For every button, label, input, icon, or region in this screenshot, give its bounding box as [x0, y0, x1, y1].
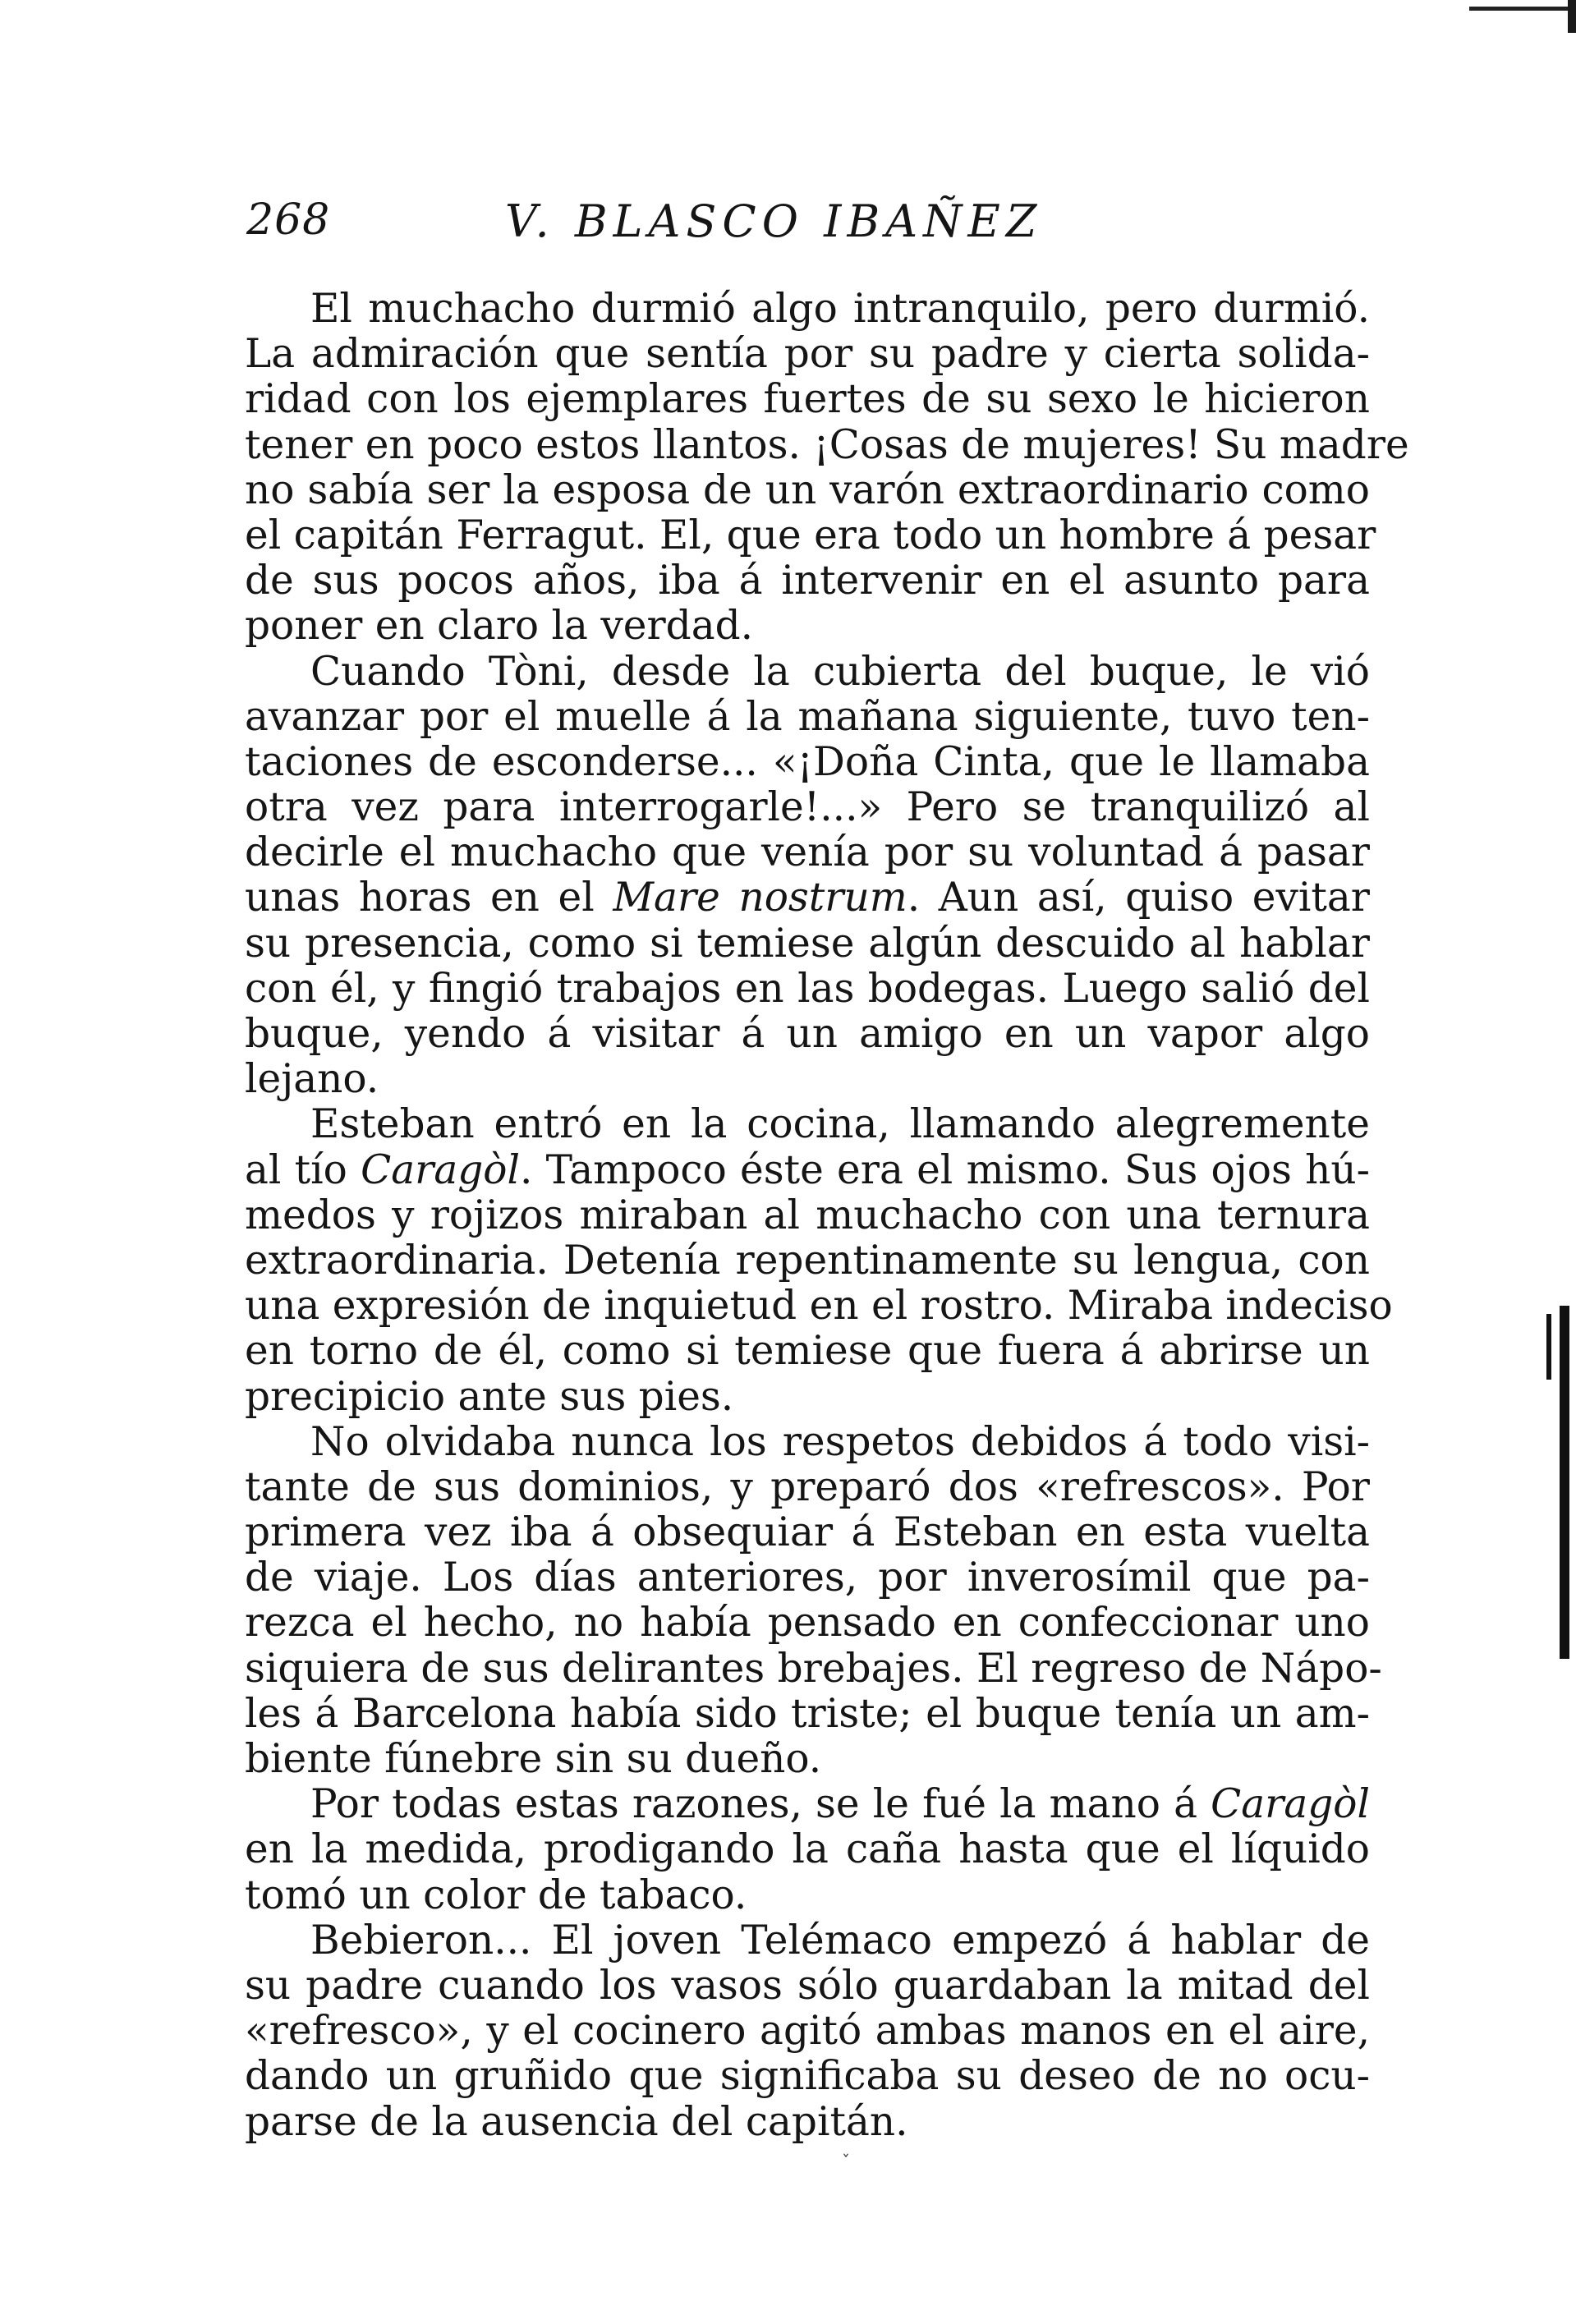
text-segment: taciones de esconderse... «¡Doña Cinta, que le llamaba	[245, 738, 1370, 785]
text-segment: La admiración que sentía por su padre y cierta solida-	[245, 331, 1370, 378]
text-segment: al tío	[245, 1146, 361, 1193]
text-segment: precipicio ante sus pies.	[245, 1373, 734, 1420]
text-segment: una expresión de inquietud en el rostro. Miraba indeciso	[245, 1283, 1393, 1330]
text-line	[245, 1102, 1370, 1147]
text-line	[245, 558, 1370, 604]
text-segment: Cuando Tòni, desde la cubierta del buque, le vió	[310, 648, 1370, 695]
text-segment: de sus pocos años, iba á intervenir en el asunto para	[245, 558, 1370, 604]
text-line	[245, 1645, 1382, 1692]
body-text	[245, 286, 1409, 2145]
text-segment: poner en claro la verdad.	[245, 603, 754, 650]
text-line	[245, 1465, 1370, 1510]
page-edge-mark	[1568, 0, 1576, 33]
text-line	[245, 2009, 1370, 2054]
text-segment: no sabía ser la esposa de un varón extraordinario como	[245, 466, 1370, 513]
text-line	[245, 2100, 1370, 2145]
text-line	[245, 1692, 1370, 1737]
text-line	[245, 740, 1370, 785]
stray-mark: ˇ	[842, 2152, 850, 2171]
italic-text: Mare nostrum	[613, 875, 907, 921]
text-segment: Bebieron... El joven Telémaco empezó á hablar de	[310, 1917, 1370, 1963]
text-line	[245, 2054, 1370, 2099]
text-segment: dando un gruñido que significaba su deseo de no ocu-	[245, 2053, 1370, 2100]
text-line	[245, 1510, 1370, 1555]
text-line	[245, 1375, 1370, 1420]
page-number: 268	[246, 195, 331, 245]
text-line	[245, 785, 1370, 830]
text-segment: Por todas estas razones, se le fué la mano á	[310, 1781, 1211, 1828]
text-line	[245, 1918, 1370, 1963]
text-line	[245, 1193, 1370, 1238]
text-line	[245, 695, 1370, 740]
text-segment: siquiera de sus delirantes brebajes. El regreso de Nápo-	[245, 1645, 1382, 1692]
text-line	[245, 875, 1370, 921]
text-line	[245, 1420, 1370, 1465]
text-line	[245, 1012, 1370, 1057]
margin-mark	[1546, 1314, 1551, 1380]
text-segment: decirle el muchacho que venía por su voluntad á pasar	[245, 829, 1370, 876]
text-segment: les á Barcelona había sido triste; el buque tenía un am-	[245, 1690, 1370, 1737]
text-line	[245, 650, 1370, 695]
text-segment: el capitán Ferragut. El, que era todo un hombre á pesar	[245, 512, 1376, 558]
text-segment: primera vez iba á obsequiar á Esteban en esta vuelta	[245, 1509, 1370, 1556]
text-line	[245, 967, 1370, 1012]
text-segment: El muchacho durmió algo intranquilo, pero durmió.	[310, 286, 1370, 332]
text-line	[245, 830, 1370, 875]
text-line	[245, 1238, 1370, 1284]
text-segment: rezca el hecho, no había pensado en confeccionar uno	[245, 1600, 1370, 1647]
text-segment: ridad con los ejemplares fuertes de su sexo le hicieron	[245, 376, 1370, 423]
text-segment: tante de sus dominios, y preparó dos «refrescos». Por	[245, 1463, 1370, 1510]
text-line	[245, 332, 1370, 377]
text-segment: avanzar por el muelle á la mañana siguiente, tuvo ten-	[245, 693, 1370, 740]
page-edge-line	[1469, 7, 1568, 11]
text-line	[245, 377, 1370, 422]
text-line	[245, 1827, 1370, 1872]
text-line	[245, 1329, 1370, 1374]
text-segment: su padre cuando los vasos sólo guardaban la mitad del	[245, 1962, 1370, 2009]
running-head: V. BLASCO IBAÑEZ	[505, 195, 1043, 247]
text-segment: buque, yendo á visitar á un amigo en un vapor algo	[245, 1011, 1370, 1057]
page-header	[246, 195, 1372, 253]
text-line	[245, 1148, 1370, 1193]
text-line	[245, 287, 1370, 332]
text-segment: extraordinaria. Detenía repentinamente su lengua, con	[245, 1237, 1370, 1284]
text-segment: No olvidaba nunca los respetos debidos á todo visi-	[310, 1418, 1370, 1465]
text-line	[245, 421, 1409, 468]
margin-mark	[1560, 1306, 1569, 1659]
text-segment: «refresco», y el cocinero agitó ambas manos en el aire,	[245, 2008, 1370, 2055]
italic-text: Caragòl	[361, 1146, 521, 1193]
text-segment: biente fúnebre sin su dueño.	[245, 1736, 822, 1782]
text-segment: medos y rojizos miraban al muchacho con una ternura	[245, 1192, 1370, 1238]
text-segment: unas horas en el	[245, 875, 613, 921]
text-segment: con él, y fingió trabajos en las bodegas. Luego salió del	[245, 965, 1370, 1012]
text-line	[245, 1963, 1370, 2009]
text-segment: tener en poco estos llantos. ¡Cosas de mujeres! Su madre	[245, 421, 1409, 468]
text-line	[245, 1737, 1370, 1782]
text-line	[245, 921, 1370, 967]
text-segment: parse de la ausencia del capitán.	[245, 2098, 908, 2145]
text-segment: en torno de él, como si temiese que fuera á abrirse un	[245, 1328, 1370, 1375]
text-segment: lejano.	[245, 1056, 379, 1103]
text-segment: otra vez para interrogarle!...» Pero se tranquilizó al	[245, 784, 1370, 831]
text-line	[245, 468, 1370, 513]
text-line	[245, 1782, 1370, 1827]
text-segment: de viaje. Los días anteriores, por inverosímil que pa-	[245, 1555, 1370, 1601]
italic-text: Caragòl	[1211, 1781, 1370, 1828]
text-segment: tomó un color de tabaco.	[245, 1872, 747, 1918]
text-line	[245, 1601, 1370, 1646]
text-segment: en la medida, prodigando la caña hasta que el líquido	[245, 1826, 1370, 1873]
text-segment: . Aun así, quiso evitar	[907, 875, 1370, 921]
text-line	[245, 604, 1370, 649]
text-segment: . Tampoco éste era el mismo. Sus ojos hú-	[520, 1146, 1370, 1193]
text-segment: Esteban entró en la cocina, llamando alegremente	[310, 1101, 1370, 1148]
text-line	[245, 1057, 1370, 1102]
text-line	[245, 1873, 1370, 1918]
text-line	[245, 1555, 1370, 1601]
text-line	[245, 512, 1376, 558]
text-segment: su presencia, como si temiese algún descuido al hablar	[245, 920, 1370, 967]
text-line	[245, 1283, 1393, 1330]
